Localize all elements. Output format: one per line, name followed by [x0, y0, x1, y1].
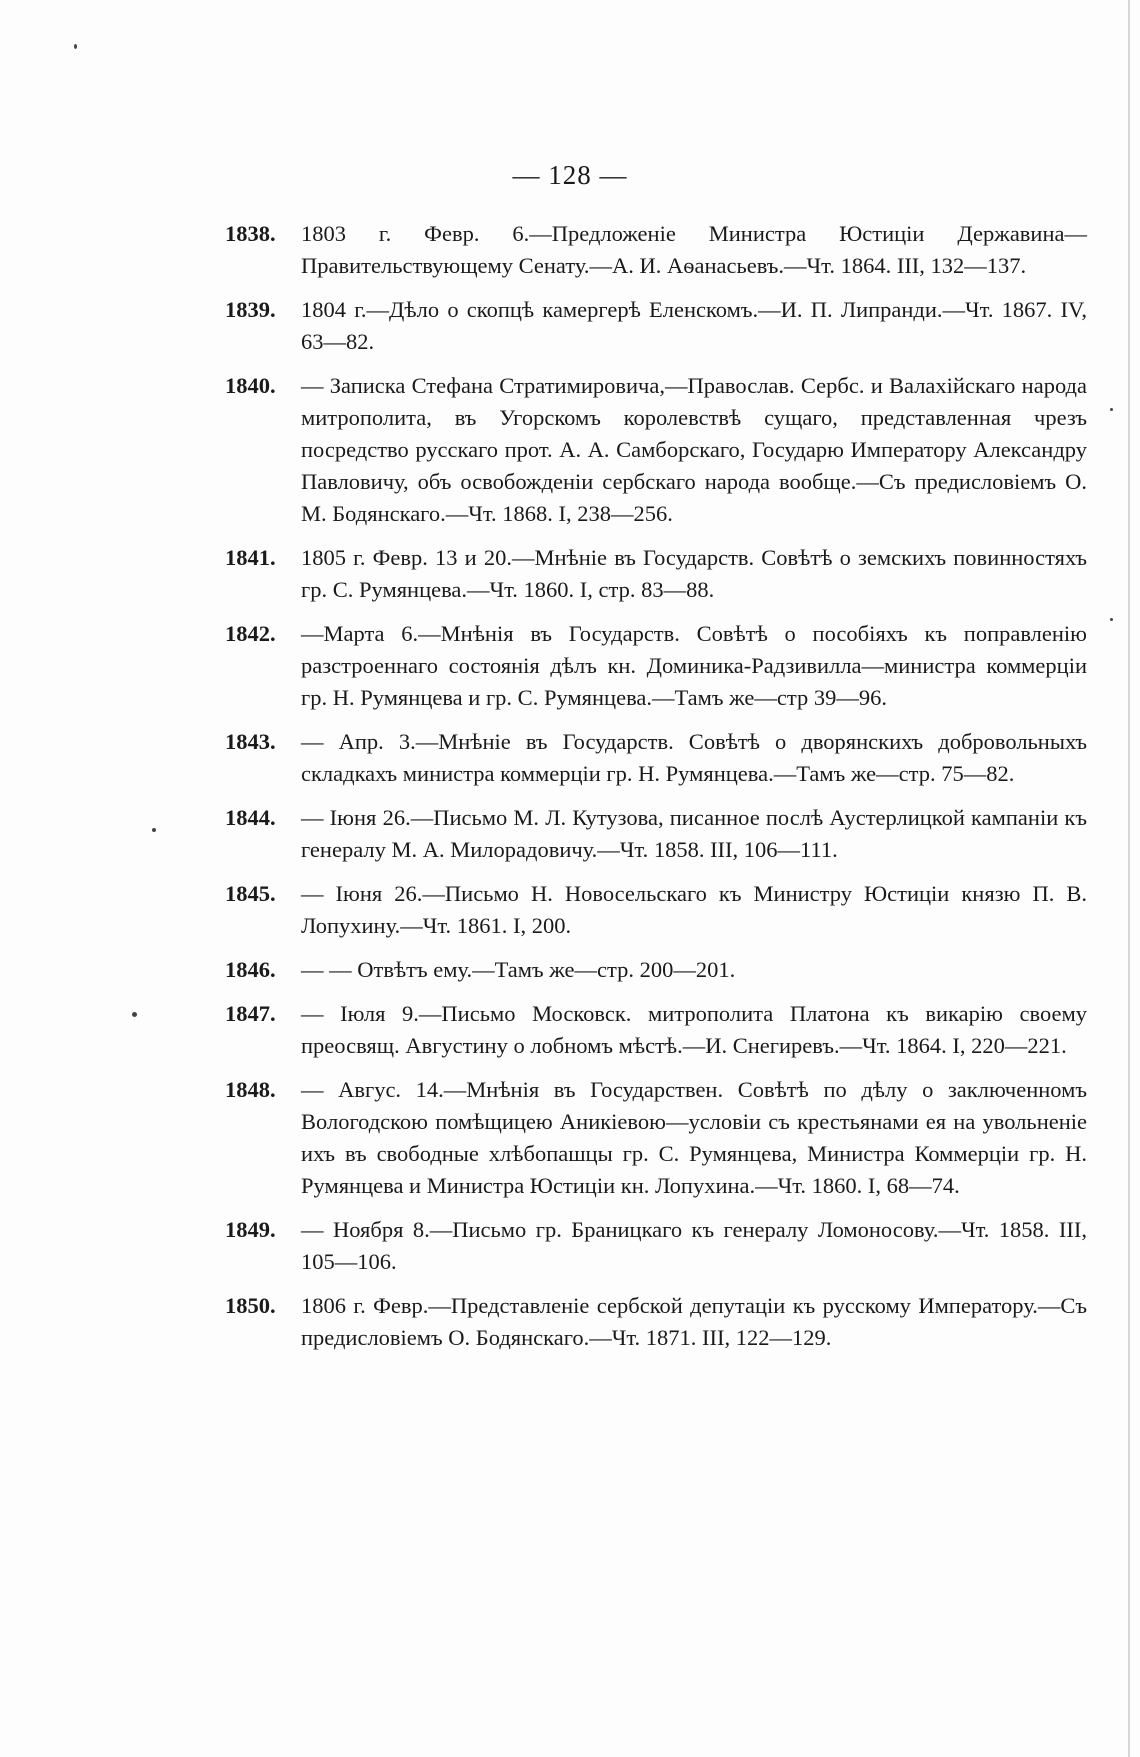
entry-text: — Апр. 3.—Мнѣніе въ Государств. Совѣтѣ о дворянскихъ добровольныхъ складкахъ министра коммерціи гр. Н. Румянцева.—Тамъ же—стр. 75—82. — [301, 729, 1087, 786]
entry-text: 1804 г.—Дѣло о скопцѣ камергерѣ Еленскомъ.—И. П. Липранди.—Чт. 1867. IV, 63—82. — [301, 297, 1087, 354]
entry-number: 1840. — [225, 373, 276, 398]
bibliography-entry — [225, 618, 1087, 714]
entry-number: 1847. — [225, 1001, 276, 1026]
bibliography-entry — [225, 878, 1087, 942]
scan-speck — [132, 1012, 137, 1017]
bibliography-entry — [225, 542, 1087, 606]
page-number: — 128 — — [512, 160, 628, 190]
bibliography-entry — [225, 218, 1087, 282]
entry-text: — Іюня 26.—Письмо Н. Новосельскаго къ Министру Юстиціи князю П. В. Лопухину.—Чт. 1861. I, 200. — [301, 881, 1087, 938]
entry-number: 1850. — [225, 1293, 276, 1318]
entry-number: 1839. — [225, 297, 276, 322]
entry-number: 1846. — [225, 957, 276, 982]
bibliography-entry — [225, 370, 1087, 530]
entry-number: 1845. — [225, 881, 276, 906]
entry-text: — Іюля 9.—Письмо Московск. митрополита Платона къ викарію своему преосвящ. Августину о лобномъ мѣстѣ.—И. Снегиревъ.—Чт. 1864. I, 220—221. — [301, 1001, 1087, 1058]
bibliography-entry — [225, 954, 1087, 986]
scan-speck — [1110, 618, 1113, 621]
bibliography-entry — [225, 1290, 1087, 1354]
entry-number: 1838. — [225, 221, 276, 246]
entry-text: — Авгус. 14.—Мнѣнія въ Государствен. Совѣтѣ по дѣлу о заключенномъ Вологодскою помѣщицею Аникіевою—условіи съ крестьянами ея на увольненіе ихъ въ свободные хлѣбопашцы гр. С. Румянцева, Министра Коммерціи гр. Н. Румянцева и Министра Юстиціи кн. Лопухина.—Чт. 1860. I, 68—74. — [301, 1077, 1087, 1198]
scan-speck — [152, 828, 156, 832]
entry-number: 1843. — [225, 729, 276, 754]
entry-text: —Марта 6.—Мнѣнія въ Государств. Совѣтѣ о пособіяхъ къ поправленію разстроеннаго состоянія дѣлъ кн. Доминика-Радзивилла—министра коммерціи гр. Н. Румянцева и гр. С. Румянцева.—Тамъ же—стр 39—96. — [301, 621, 1087, 710]
page-edge-line — [1128, 0, 1130, 1757]
entry-number: 1849. — [225, 1217, 276, 1242]
bibliography-entry — [225, 998, 1087, 1062]
entry-number: 1844. — [225, 805, 276, 830]
bibliography-entry — [225, 294, 1087, 358]
entry-number: 1848. — [225, 1077, 276, 1102]
bibliography-entry — [225, 726, 1087, 790]
entry-text: 1806 г. Февр.—Представленіе сербской депутаціи къ русскому Императору.—Съ предисловіемъ О. Бодянскаго.—Чт. 1871. III, 122—129. — [301, 1293, 1087, 1350]
entry-text: — Ноября 8.—Письмо гр. Браницкаго къ генералу Ломоносову.—Чт. 1858. III, 105—106. — [301, 1217, 1087, 1274]
entry-text: 1803 г. Февр. 6.—Предложеніе Министра Юстиціи Державина—Правительствующему Сенату.—А. И. Аѳанасьевъ.—Чт. 1864. III, 132—137. — [301, 221, 1087, 278]
entry-text: — Записка Стефана Стратимировича,—Православ. Сербс. и Валахійскаго народа митрополита, въ Угорскомъ королевствѣ сущаго, представленная чрезъ посредство русскаго прот. А. А. Самборскаго, Государю Императору Александру Павловичу, объ освобожденіи сербскаго народа вообще.—Съ предисловіемъ О. М. Бодянскаго.—Чт. 1868. I, 238—256. — [301, 373, 1087, 526]
bibliography-entry — [225, 1214, 1087, 1278]
scan-speck — [1110, 408, 1113, 411]
entry-text: 1805 г. Февр. 13 и 20.—Мнѣніе въ Государств. Совѣтѣ о земскихъ повинностяхъ гр. С. Румянцева.—Чт. 1860. I, стр. 83—88. — [301, 545, 1087, 602]
bibliography-entry — [225, 1074, 1087, 1202]
bibliography-entry — [225, 802, 1087, 866]
entry-text: — — Отвѣтъ ему.—Тамъ же—стр. 200—201. — [301, 957, 736, 982]
entry-number: 1841. — [225, 545, 276, 570]
scan-speck — [74, 44, 77, 49]
bibliography-entries — [225, 218, 1087, 1366]
entry-number: 1842. — [225, 621, 276, 646]
entry-text: — Іюня 26.—Письмо М. Л. Кутузова, писанное послѣ Аустерлицкой кампаніи къ генералу М. А. Милорадовичу.—Чт. 1858. III, 106—111. — [301, 805, 1087, 862]
